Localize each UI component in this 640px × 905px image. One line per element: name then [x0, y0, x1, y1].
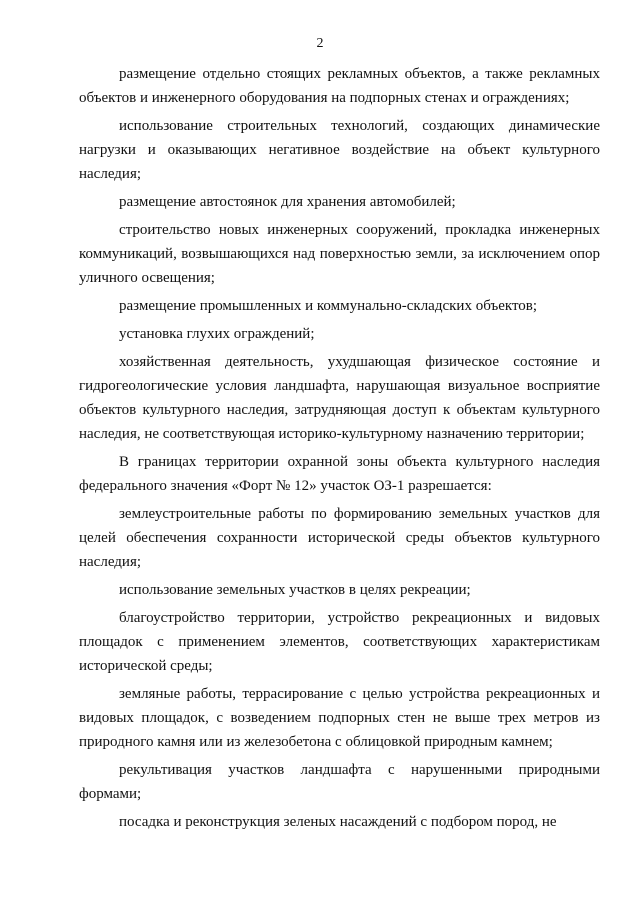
paragraph: землеустроительные работы по формированию земельных участков для целей обеспечения сохранности исторической среды объектов культурного наследия;: [79, 506, 600, 570]
page-number: 2: [316, 36, 324, 51]
paragraph: использование земельных участков в целях рекреации;: [119, 582, 471, 598]
paragraph: В границах территории охранной зоны объекта культурного наследия федерального значения «Форт № 12» участок ОЗ-1 разрешается:: [79, 454, 600, 494]
document-body: [79, 62, 600, 836]
paragraph: хозяйственная деятельность, ухудшающая физическое состояние и гидрогеологические условия ландшафта, нарушающая визуальное восприятие объектов культурного наследия, затрудняющая доступ к объектам культурного наследия, не соответствующая историко-культурному назначению территории;: [79, 354, 600, 442]
paragraph: использование строительных технологий, создающих динамические нагрузки и оказывающих негативное воздействие на объект культурного наследия;: [79, 118, 600, 182]
paragraph: рекультивация участков ландшафта с нарушенными природными формами;: [79, 762, 600, 802]
paragraph: посадка и реконструкция зеленых насаждений с подбором пород, не: [119, 814, 557, 830]
paragraph: размещение автостоянок для хранения автомобилей;: [119, 194, 456, 210]
paragraph: установка глухих ограждений;: [119, 326, 315, 342]
paragraph: земляные работы, террасирование с целью устройства рекреационных и видовых площадок, с возведением подпорных стен не выше трех метров из природного камня или из железобетона с облицовкой природным камнем;: [79, 686, 600, 750]
paragraph: размещение промышленных и коммунально-складских объектов;: [119, 298, 538, 314]
paragraph: благоустройство территории, устройство рекреационных и видовых площадок с применением элементов, соответствующих характеристикам исторической среды;: [79, 610, 600, 674]
paragraph: строительство новых инженерных сооружений, прокладка инженерных коммуникаций, возвышающихся над поверхностью земли, за исключением опор уличного освещения;: [79, 222, 600, 286]
paragraph: размещение отдельно стоящих рекламных объектов, а также рекламных объектов и инженерного оборудования на подпорных стенах и ограждениях;: [79, 66, 600, 106]
